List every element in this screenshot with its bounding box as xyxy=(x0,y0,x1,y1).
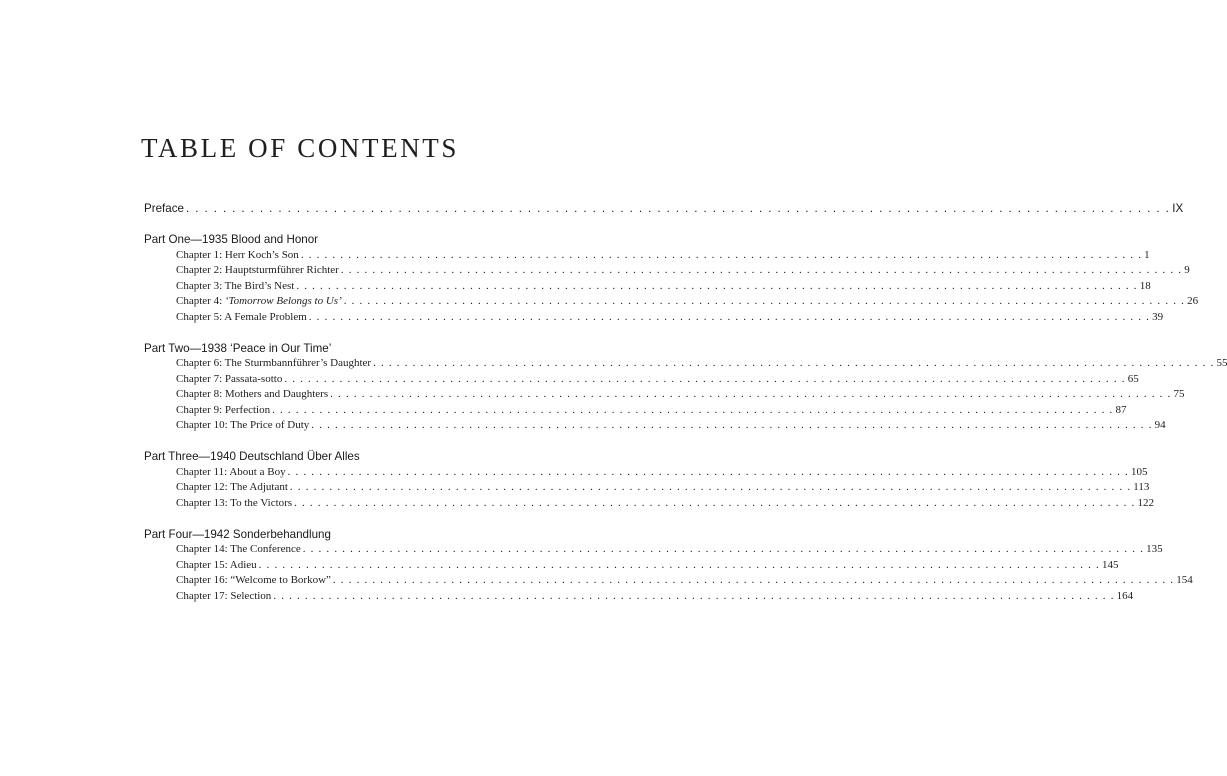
toc-entry-page: 18 xyxy=(1139,279,1151,292)
toc-entry-chapter[interactable] xyxy=(144,387,1185,403)
toc-entry-label xyxy=(176,310,307,326)
dot-leader: . . . . . . . . . . . . . . . . . . . . . . . . . . . . . . . . . . . . . . . . . . . . . . . . . . . . . . . . . . . . . . . . . . . . . . . . . . . . . . . . . . . . . . . . . . . . . . . . . . . . . . . . . . . xyxy=(302,543,1145,555)
part-heading: Part Four—1942 Sonderbehandlung xyxy=(144,527,331,541)
toc-entry-page: 135 xyxy=(1146,543,1163,555)
toc-entry-label xyxy=(176,279,294,295)
chapter-label-text: Chapter 5: A Female Problem xyxy=(176,310,307,323)
page-title: TABLE OF CONTENTS xyxy=(140,133,460,163)
toc-entry-label xyxy=(176,403,270,419)
toc-entry-chapter[interactable] xyxy=(144,263,1190,279)
part-block xyxy=(144,449,1154,511)
toc-entry-chapter[interactable] xyxy=(144,294,1199,310)
toc-entry-label xyxy=(176,496,292,512)
toc-entry-page: 122 xyxy=(1137,496,1154,509)
dot-leader: . . . . . . . . . . . . . . . . . . . . . . . . . . . . . . . . . . . . . . . . . . . . . . . . . . . . . . . . . . . . . . . . . . . . . . . . . . . . . . . . . . . . . . . . . . . . . . . . . . . . . . . . . . . xyxy=(296,279,1138,292)
toc-entry-page: 113 xyxy=(1133,481,1150,493)
dot-leader: . . . . . . . . . . . . . . . . . . . . . . . . . . . . . . . . . . . . . . . . . . . . . . . . . . . . . . . . . . . . . . . . . . . . . . . . . . . . . . . . . . . . . . . . . . . . . . . . . . . . . . . . . . . xyxy=(308,310,1151,323)
toc-entry-page: 1 xyxy=(1144,248,1150,261)
chapter-label-text: Chapter 6: The Sturmbannführer’s Daughter xyxy=(176,357,372,369)
dot-leader: . . . . . . . . . . . . . . . . . . . . . . . . . . . . . . . . . . . . . . . . . . . . . . . . . . . . . . . . . . . . . . . . . . . . . . . . . . . . . . . . . . . . . . . . . . . . . . . . . . . . . . . . . . . xyxy=(340,264,1183,276)
chapter-label-text: Chapter 1: Herr Koch’s Son xyxy=(176,248,299,261)
chapter-label-text: Chapter 17: Selection xyxy=(176,589,272,602)
toc-entry-label xyxy=(176,558,257,574)
toc-entry-label xyxy=(176,542,301,558)
chapter-label-text: Chapter 10: The Price of Duty xyxy=(176,419,310,431)
toc-entry-page: 39 xyxy=(1152,310,1164,323)
part-heading: Part Two—1938 ‘Peace in Our Time’ xyxy=(144,341,332,355)
toc-entry-chapter[interactable] xyxy=(144,542,1163,558)
toc-entry-page: 154 xyxy=(1176,574,1193,586)
chapter-label-text: Chapter 9: Perfection xyxy=(176,403,271,416)
toc-entry-page: 26 xyxy=(1187,295,1199,307)
toc-entry-page: 105 xyxy=(1130,465,1148,478)
chapter-label-text: Chapter 16: “Welcome to Borkow” xyxy=(176,574,331,586)
toc-entry-chapter[interactable] xyxy=(144,310,1164,326)
toc-entry-chapter[interactable] xyxy=(144,248,1150,264)
part-heading: Part One—1935 Blood and Honor xyxy=(144,233,319,246)
dot-leader: . . . . . . . . . . . . . . . . . . . . . . . . . . . . . . . . . . . . . . . . . . . . . . . . . . . . . . . . . . . . . . . . . . . . . . . . . . . . . . . . . . . . . . . . . . . . . . . . . . . . . . . . . . . xyxy=(332,574,1175,586)
toc-entry-label xyxy=(176,573,331,589)
part-block xyxy=(144,232,1199,325)
chapter-label-text: Chapter 12: The Adjutant xyxy=(176,481,288,493)
part-heading: Part Three—1940 Deutschland Über Alles xyxy=(144,450,360,463)
table-of-contents xyxy=(144,201,1227,620)
toc-entry-chapter[interactable] xyxy=(144,496,1154,512)
toc-entry-label xyxy=(176,294,342,310)
toc-entry-chapter[interactable] xyxy=(144,589,1134,605)
toc-entry-label xyxy=(176,480,288,496)
toc-entry-chapter[interactable] xyxy=(144,403,1127,419)
chapter-label-text: Chapter 8: Mothers and Daughters xyxy=(176,388,329,400)
chapter-label-text: Chapter 11: About a Boy xyxy=(176,465,286,478)
toc-entry-chapter[interactable] xyxy=(144,418,1166,434)
dot-leader: . . . . . . . . . . . . . . . . . . . . . . . . . . . . . . . . . . . . . . . . . . . . . . . . . . . . . . . . . . . . . . . . . . . . . . . . . . . . . . . . . . . . . . . . . . . . . . . . . . . . . . . . . . . xyxy=(300,248,1143,261)
chapter-label-text: Chapter 4: xyxy=(176,295,225,307)
dot-leader: . . . . . . . . . . . . . . . . . . . . . . . . . . . . . . . . . . . . . . . . . . . . . . . . . . . . . . . . . . . . . . . . . . . . . . . . . . . . . . . . . . . . . . . . . . . . . . . . . . . . . . . . . . . xyxy=(373,357,1215,369)
toc-entry-label xyxy=(176,248,299,264)
toc-entry-label xyxy=(176,387,328,403)
toc-entry-chapter[interactable] xyxy=(144,279,1151,295)
parts-list xyxy=(144,232,1227,604)
chapter-label-text: Chapter 13: To the Victors xyxy=(176,496,293,509)
toc-entry-page: 87 xyxy=(1115,403,1127,416)
dot-leader: . . . . . . . . . . . . . . . . . . . . . . . . . . . . . . . . . . . . . . . . . . . . . . . . . . . . . . . . . . . . . . . . . . . . . . . . . . . . . . . . . . . . . . . . . . . . . . . . . . . . . . . . . . . xyxy=(258,558,1101,571)
dot-leader: . . . . . . . . . . . . . . . . . . . . . . . . . . . . . . . . . . . . . . . . . . . . . . . . . . . . . . . . . . . . . . . . . . . . . . . . . . . . . . . . . . . . . . . . . . . . . . . . . . . . . . . . . . . xyxy=(289,481,1132,493)
dot-leader: . . . . . . . . . . . . . . . . . . . . . . . . . . . . . . . . . . . . . . . . . . . . . . . . . . . . . . . . . . . . . . . . . . . . . . . . . . . . . . . . . . . . . . . . . . . . . . . . . . . . . . . . . . . xyxy=(343,295,1186,307)
part-block xyxy=(144,527,1193,605)
toc-entry-chapter[interactable] xyxy=(144,558,1119,574)
toc-entry-label xyxy=(176,465,286,481)
toc-entry-label xyxy=(176,263,339,279)
chapter-label-text: Chapter 7: Passata-sotto xyxy=(176,372,283,385)
chapter-label-italic: ‘Tomorrow Belongs to Us’ xyxy=(224,295,342,307)
dot-leader: . . . . . . . . . . . . . . . . . . . . . . . . . . . . . . . . . . . . . . . . . . . . . . . . . . . . . . . . . . . . . . . . . . . . . . . . . . . . . . . . . . . . . . . . . . . . . . . . . . . . . . . . . . . xyxy=(272,403,1114,416)
toc-entry-label xyxy=(176,372,282,388)
toc-entry-chapter[interactable] xyxy=(144,372,1139,388)
toc-entry-chapter[interactable] xyxy=(144,356,1227,372)
toc-entry-page: 75 xyxy=(1173,388,1185,400)
chapter-label-text: Chapter 3: The Bird’s Nest xyxy=(176,279,295,292)
toc-entry-label xyxy=(176,589,271,605)
preface-entry-block xyxy=(144,201,1184,217)
toc-entry-chapter[interactable] xyxy=(144,573,1193,589)
dot-leader: . . . . . . . . . . . . . . . . . . . . . . . . . . . . . . . . . . . . . . . . . . . . . . . . . . . . . . . . . . . . . . . . . . . . . . . . . . . . . . . . . . . . . . . . . . . . . . . . . . . . . . . . . . . xyxy=(294,496,1136,509)
toc-entry-chapter[interactable] xyxy=(144,480,1150,496)
toc-entry-label xyxy=(176,418,309,434)
dot-leader: . . . . . . . . . . . . . . . . . . . . . . . . . . . . . . . . . . . . . . . . . . . . . . . . . . . . . . . . . . . . . . . . . . . . . . . . . . . . . . . . . . . . . . . . . . . . . . . . . . . . . . . . . . . xyxy=(284,372,1126,385)
chapter-label-text: Chapter 2: Hauptsturmführer Richter xyxy=(176,264,339,276)
toc-entry-page: 55 xyxy=(1216,357,1227,369)
chapter-label-text: Chapter 15: Adieu xyxy=(176,558,257,571)
toc-entry-page: 9 xyxy=(1184,264,1190,276)
toc-entry-label: Preface xyxy=(144,202,184,215)
toc-entry-chapter[interactable] xyxy=(144,465,1148,481)
toc-entry-page: 145 xyxy=(1102,558,1119,571)
dot-leader: . . . . . . . . . . . . . . . . . . . . . . . . . . . . . . . . . . . . . . . . . . . . . . . . . . . . . . . . . . . . . . . . . . . . . . . . . . . . . . . . . . . . . . . . . . . . . . . . . . . . . . . . . . . xyxy=(185,202,1171,215)
toc-entry-page: 164 xyxy=(1116,589,1134,602)
toc-entry-preface[interactable] xyxy=(144,201,1184,217)
toc-entry-page: 94 xyxy=(1154,419,1166,431)
dot-leader: . . . . . . . . . . . . . . . . . . . . . . . . . . . . . . . . . . . . . . . . . . . . . . . . . . . . . . . . . . . . . . . . . . . . . . . . . . . . . . . . . . . . . . . . . . . . . . . . . . . . . . . . . . . xyxy=(287,465,1129,478)
chapter-label-text: Chapter 14: The Conference xyxy=(176,543,301,555)
dot-leader: . . . . . . . . . . . . . . . . . . . . . . . . . . . . . . . . . . . . . . . . . . . . . . . . . . . . . . . . . . . . . . . . . . . . . . . . . . . . . . . . . . . . . . . . . . . . . . . . . . . . . . . . . . . xyxy=(273,589,1115,602)
part-block xyxy=(144,341,1227,434)
toc-entry-label xyxy=(176,356,371,372)
toc-entry-page: IX xyxy=(1172,202,1184,215)
dot-leader: . . . . . . . . . . . . . . . . . . . . . . . . . . . . . . . . . . . . . . . . . . . . . . . . . . . . . . . . . . . . . . . . . . . . . . . . . . . . . . . . . . . . . . . . . . . . . . . . . . . . . . . . . . . xyxy=(330,388,1172,400)
dot-leader: . . . . . . . . . . . . . . . . . . . . . . . . . . . . . . . . . . . . . . . . . . . . . . . . . . . . . . . . . . . . . . . . . . . . . . . . . . . . . . . . . . . . . . . . . . . . . . . . . . . . . . . . . . . xyxy=(311,419,1153,431)
toc-entry-page: 65 xyxy=(1127,372,1139,385)
